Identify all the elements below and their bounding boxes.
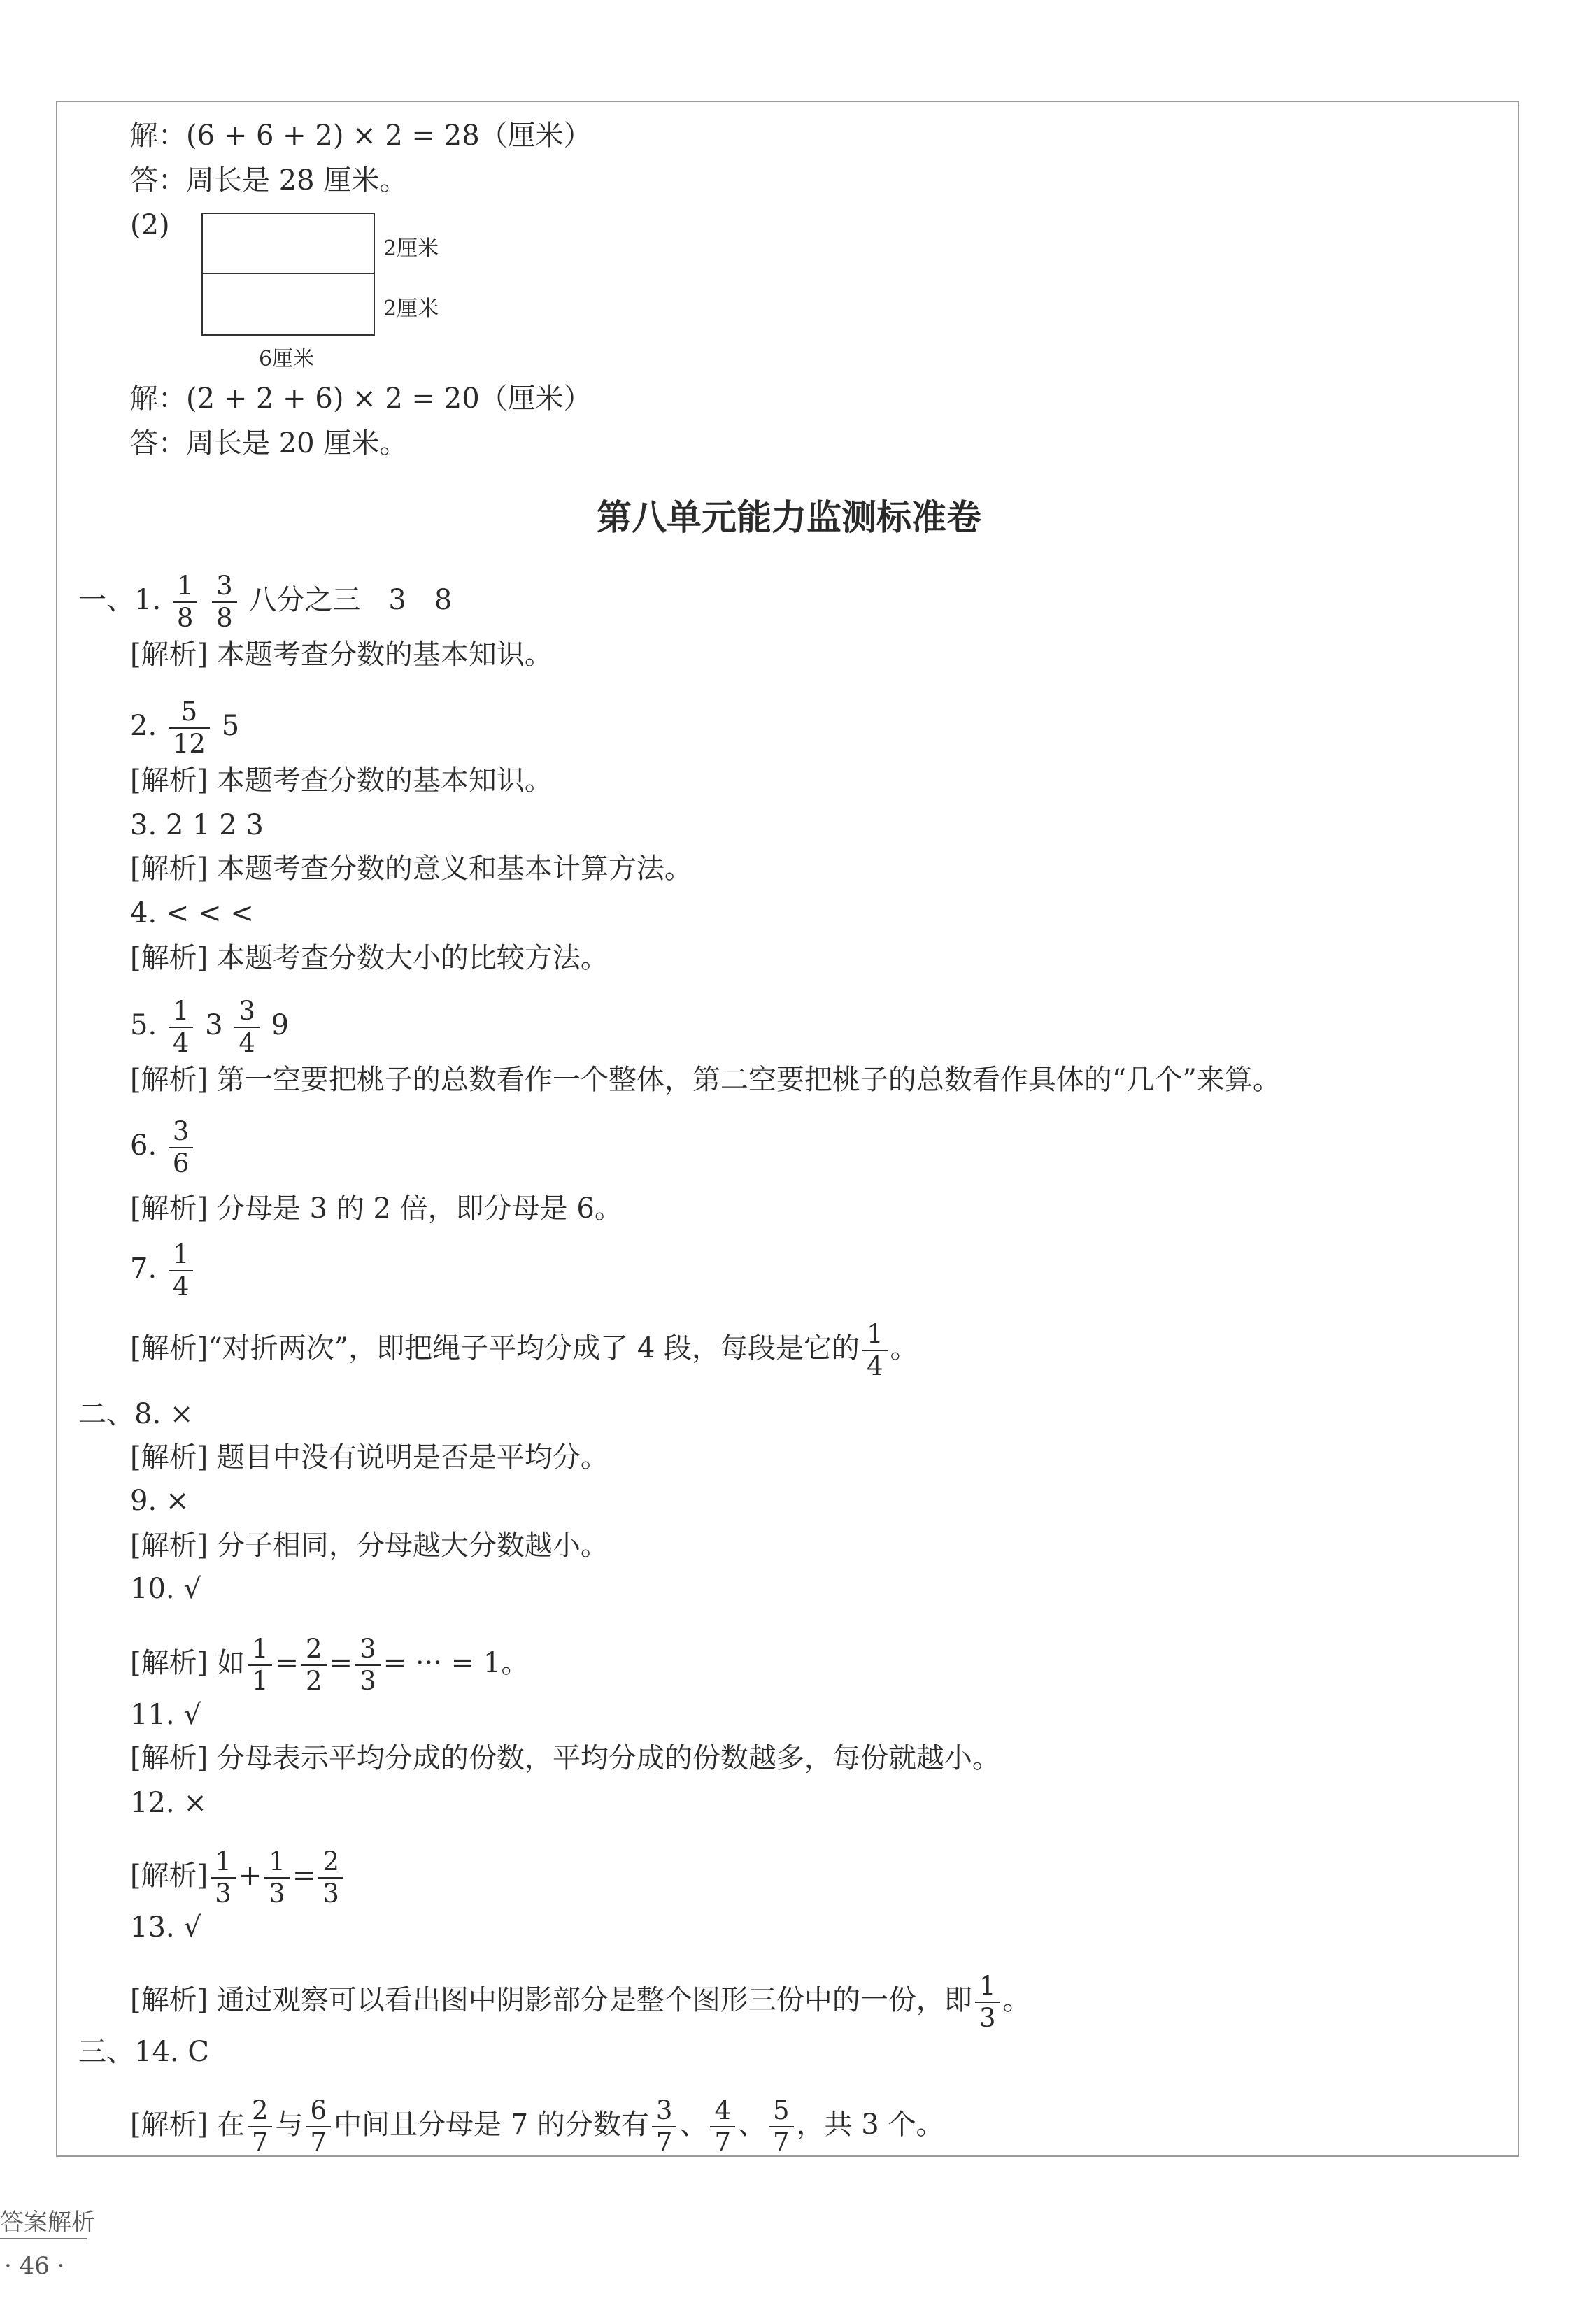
q7-line xyxy=(130,1239,196,1302)
q2-prefix: 2. xyxy=(130,710,157,742)
q12-line: 12. × xyxy=(130,1787,207,1819)
q5-prefix: 5. xyxy=(130,1009,157,1041)
jx10-fraction-3: $\frac{3}{3}$ xyxy=(355,1634,381,1697)
q1-rest: 八分之三 3 8 xyxy=(248,584,453,616)
analysis-2: [解析] 本题考查分数的基本知识。 xyxy=(130,764,553,797)
page-title: 第八单元能力监测标准卷 xyxy=(597,497,981,538)
q5-mid: 3 xyxy=(205,1009,223,1041)
jx12-fraction-1: $\frac{1}{3}$ xyxy=(211,1846,236,1909)
q5-fraction-2: $\frac{3}{4}$ xyxy=(234,996,260,1059)
jx10-fraction-2: $\frac{2}{2}$ xyxy=(301,1634,327,1697)
q5-line xyxy=(130,996,289,1059)
figure-label: (2) xyxy=(130,209,170,241)
footer-label: 答案解析 xyxy=(0,2209,95,2237)
page-number: · 46 · xyxy=(4,2252,65,2280)
analysis-7: [解析]“对折两次”，即把绳子平均分成了 4 段，每段是它的 $\frac{1}{4}$ 。 xyxy=(130,1319,918,1381)
q6-line xyxy=(130,1116,196,1179)
solution-1: 解：(6 + 6 + 2) × 2 = 28（厘米） xyxy=(130,120,592,152)
jx10-fraction-1: $\frac{1}{1}$ xyxy=(248,1634,273,1697)
analysis-1: [解析] 本题考查分数的基本知识。 xyxy=(130,639,553,671)
q7-prefix: 7. xyxy=(130,1253,157,1285)
jx14-fraction-3: $\frac{3}{7}$ xyxy=(652,2095,677,2158)
dimension-top: 2厘米 xyxy=(383,236,439,261)
jx14-fraction-2: $\frac{6}{7}$ xyxy=(306,2095,331,2158)
analysis-6: [解析] 分母是 3 的 2 倍，即分母是 6。 xyxy=(130,1192,623,1225)
answer-2: 答：周长是 20 厘米。 xyxy=(130,427,408,459)
rectangle-divider xyxy=(201,273,375,274)
jx14-fraction-5: $\frac{5}{7}$ xyxy=(769,2095,794,2158)
q1-line xyxy=(78,571,452,634)
analysis-12: [解析] $\frac{1}{3}$ + $\frac{1}{3}$ = $\frac{2}{3}$ xyxy=(130,1846,346,1909)
analysis-13: [解析] 通过观察可以看出图中阴影部分是整个图形三份中的一份，即 $\frac{1}{3}$ 。 xyxy=(130,1971,1031,2033)
q11-line: 11. √ xyxy=(130,1699,201,1731)
analysis-9: [解析] 分子相同，分母越大分数越小。 xyxy=(130,1530,609,1562)
q1-fraction-2: $\frac{3}{8}$ xyxy=(212,571,237,634)
analysis-10: [解析] 如 $\frac{1}{1}$ = $\frac{2}{2}$ = $\frac{3}{3}$ = ··· = 1。 xyxy=(130,1634,529,1696)
q3-line: 3. 2 1 2 3 xyxy=(130,809,264,841)
q13-line: 13. √ xyxy=(130,1911,201,1944)
answer-1: 答：周长是 28 厘米。 xyxy=(130,164,408,197)
q1-fraction-1: $\frac{1}{8}$ xyxy=(173,571,198,634)
q2-rest: 5 xyxy=(221,710,240,742)
q9-line: 9. × xyxy=(130,1485,190,1517)
rectangle-figure xyxy=(201,213,375,336)
dimension-bottom: 2厘米 xyxy=(383,297,439,321)
jx12-fraction-3: $\frac{2}{3}$ xyxy=(318,1846,343,1909)
q4-line: 4. < < < xyxy=(130,897,254,929)
solution-2: 解：(2 + 2 + 6) × 2 = 20（厘米） xyxy=(130,383,592,415)
q1-prefix: 一、1. xyxy=(78,584,162,616)
q5-fraction-1: $\frac{1}{4}$ xyxy=(169,996,194,1059)
q2-fraction: $\frac{5}{12}$ xyxy=(169,697,210,760)
jx14-fraction-1: $\frac{2}{7}$ xyxy=(248,2095,273,2158)
q6-fraction: $\frac{3}{6}$ xyxy=(169,1116,194,1179)
jx13-fraction: $\frac{1}{3}$ xyxy=(975,1971,1000,2034)
analysis-14: [解析] 在 $\frac{2}{7}$ 与 $\frac{6}{7}$ 中间且分母是 7 的分数有 $\frac{3}{7}$ 、 $\frac{4}{7}$ 、 $\frac{5}{7}$ ，共 3 个。 xyxy=(130,2095,944,2158)
q14-line: 三、14. C xyxy=(78,2036,209,2068)
q6-prefix: 6. xyxy=(130,1129,157,1162)
q7-fraction: $\frac{1}{4}$ xyxy=(169,1239,194,1302)
analysis-4: [解析] 本题考查分数大小的比较方法。 xyxy=(130,942,609,974)
footer-rule xyxy=(0,2238,87,2239)
dimension-width: 6厘米 xyxy=(259,347,315,371)
analysis-3: [解析] 本题考查分数的意义和基本计算方法。 xyxy=(130,853,692,885)
q10-line: 10. √ xyxy=(130,1573,201,1605)
analysis-5: [解析] 第一空要把桃子的总数看作一个整体，第二空要把桃子的总数看作具体的“几个”来算。 xyxy=(130,1064,1281,1096)
jx7-fraction: $\frac{1}{4}$ xyxy=(862,1319,888,1382)
q8-line: 二、8. × xyxy=(78,1398,194,1430)
q5-rest: 9 xyxy=(271,1009,290,1041)
q2-line xyxy=(130,697,239,760)
analysis-11: [解析] 分母表示平均分成的份数，平均分成的份数越多，每份就越小。 xyxy=(130,1742,1000,1774)
analysis-8: [解析] 题目中没有说明是否是平均分。 xyxy=(130,1441,609,1474)
jx14-fraction-4: $\frac{4}{7}$ xyxy=(710,2095,735,2158)
jx12-fraction-2: $\frac{1}{3}$ xyxy=(264,1846,290,1909)
